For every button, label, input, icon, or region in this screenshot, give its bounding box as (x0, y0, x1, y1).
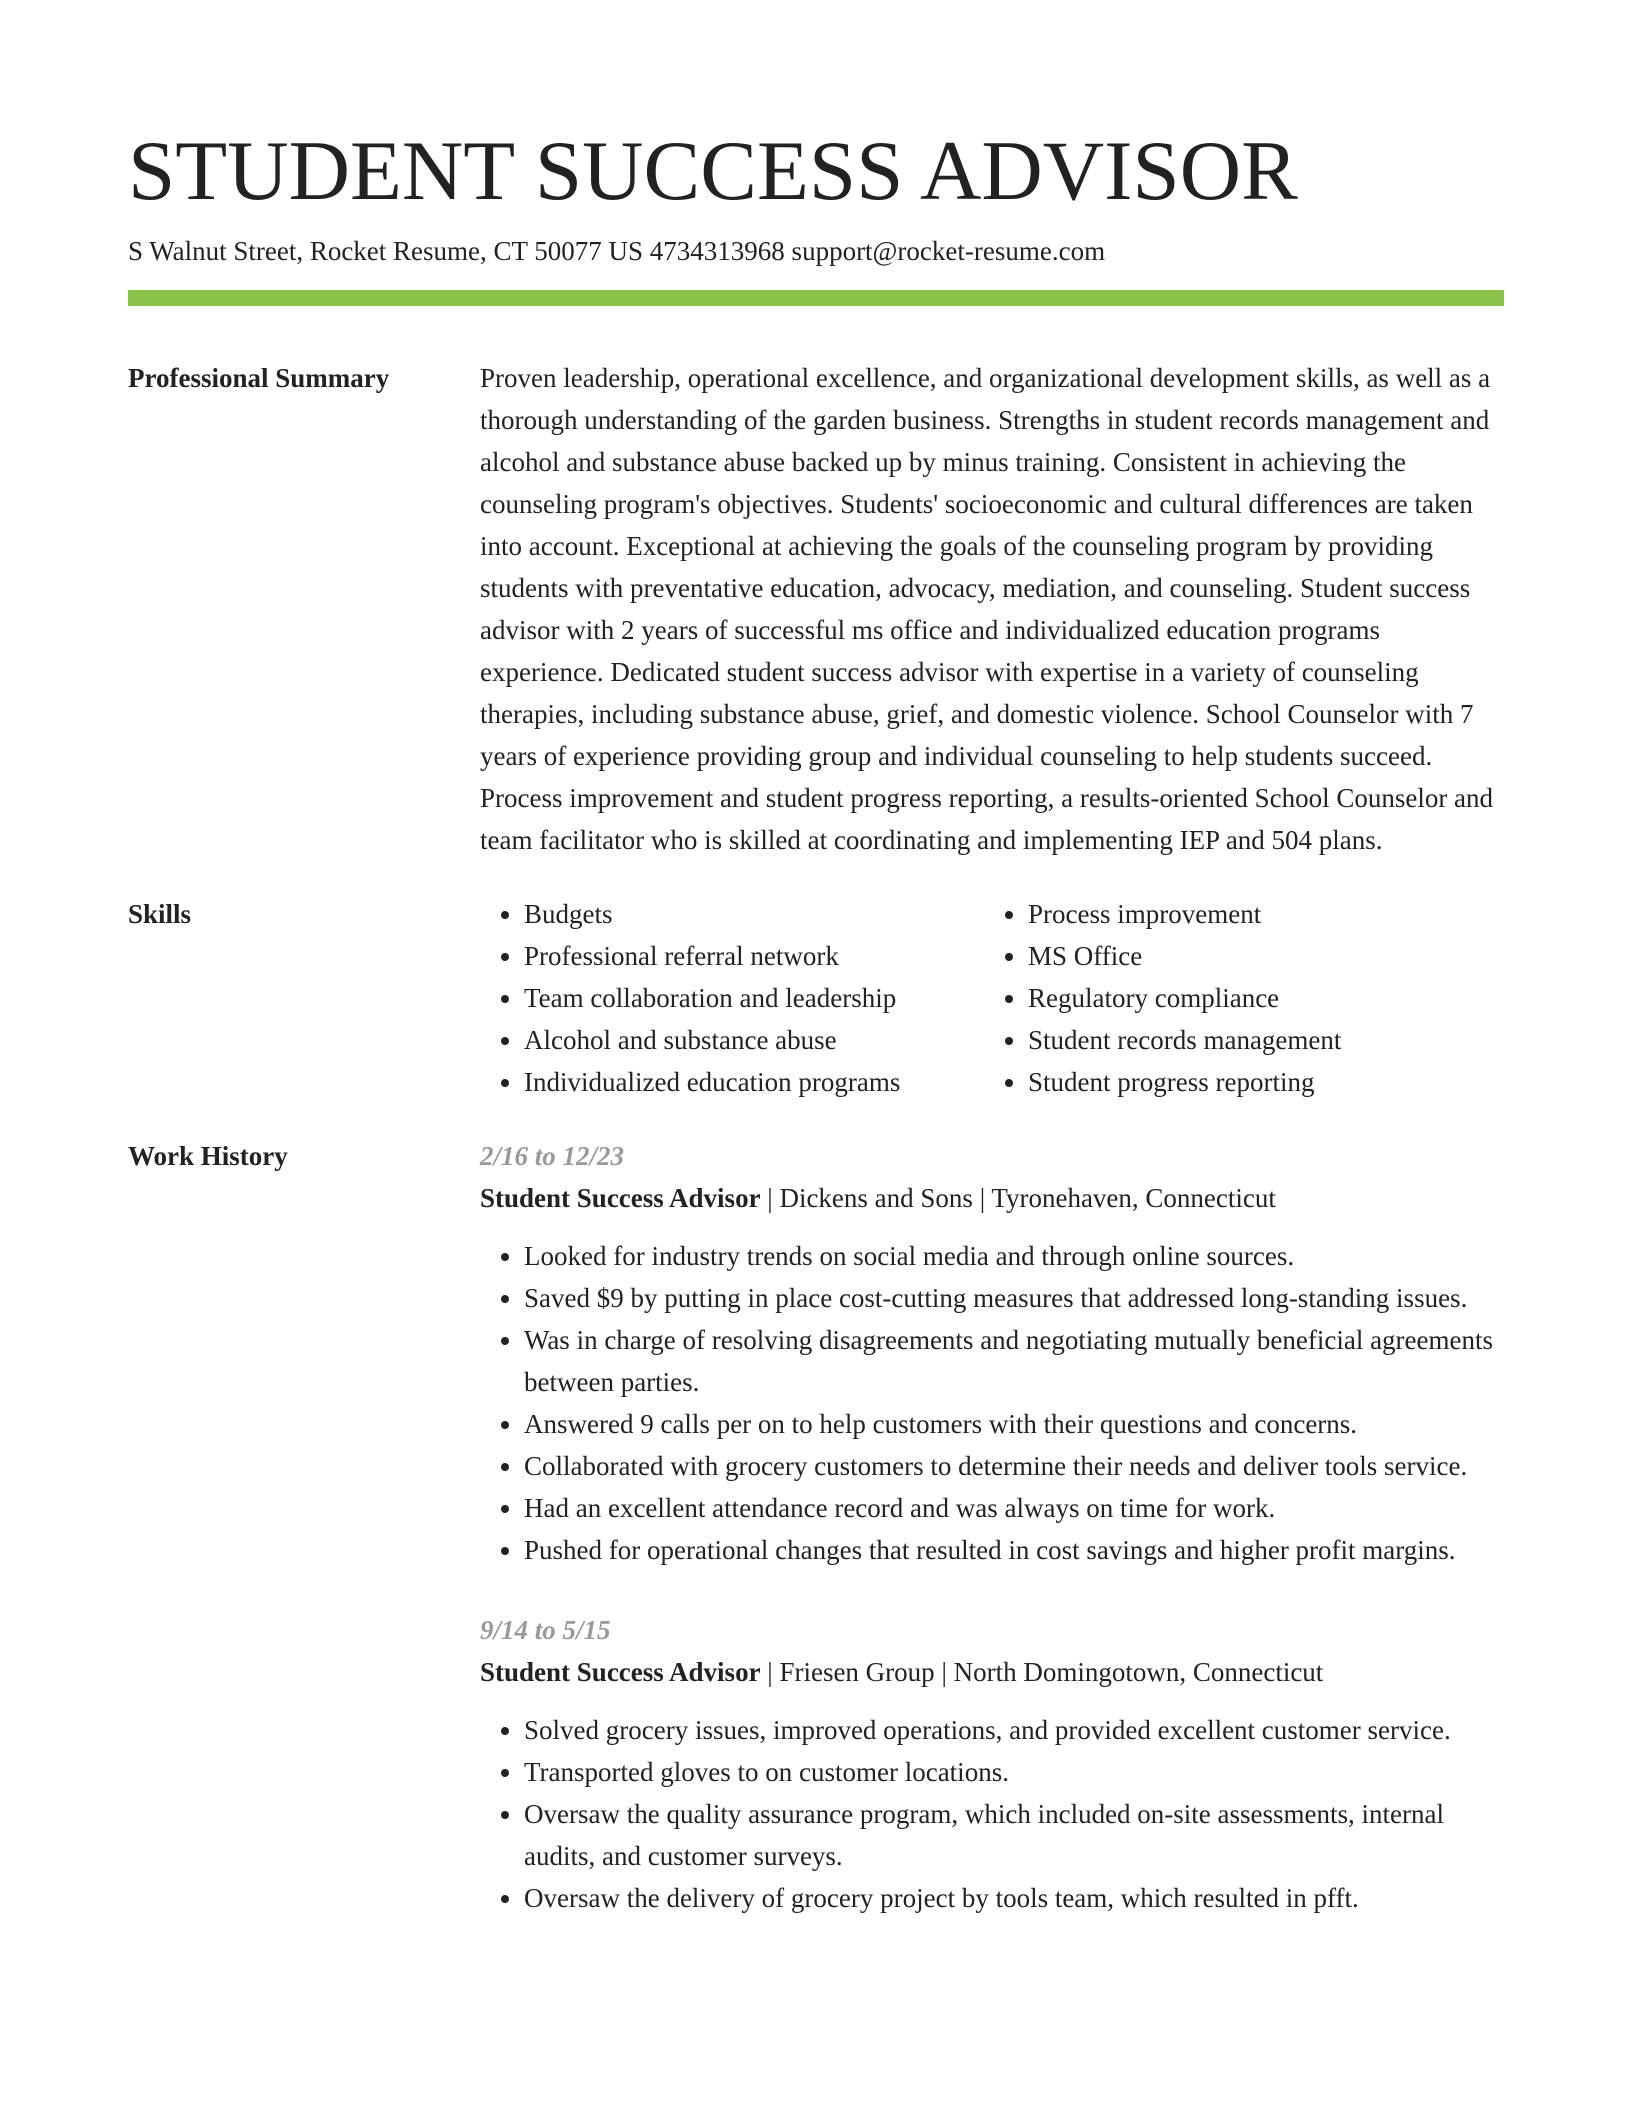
section-title-summary: Professional Summary (128, 363, 390, 393)
job-entry (480, 1609, 1504, 1919)
job-bullet: • Solved grocery issues, improved operations, and provided excellent customer service. (524, 1709, 1504, 1751)
skill-item: • Alcohol and substance abuse (524, 1019, 984, 1061)
skills-body (480, 893, 1504, 1103)
work-history-body (480, 1135, 1504, 1919)
job-heading (480, 1651, 1504, 1693)
skills-list-right (984, 893, 1488, 1103)
job-title: Student Success Advisor (480, 1657, 761, 1687)
skill-item: • Individualized education programs (524, 1061, 984, 1103)
skill-item: • Professional referral network (524, 935, 984, 977)
job-location: North Domingotown, Connecticut (953, 1657, 1324, 1687)
skill-item: • Budgets (524, 893, 984, 935)
job-dates: 9/14 to 5/15 (480, 1615, 611, 1645)
job-bullet: • Transported gloves to on customer locations. (524, 1751, 1504, 1793)
section-title-skills: Skills (128, 899, 192, 929)
contact-line: S Walnut Street, Rocket Resume, CT 50077 US 4734313968 support@rocket-resume.com (128, 236, 1106, 266)
job-entry (480, 1135, 1504, 1571)
job-bullet: • Answered 9 calls per on to help customers with their questions and concerns. (524, 1403, 1504, 1445)
skill-item: • Student records management (1028, 1019, 1488, 1061)
job-location: Tyronehaven, Connecticut (991, 1183, 1276, 1213)
job-title: Student Success Advisor (480, 1183, 761, 1213)
skill-item: • Student progress reporting (1028, 1061, 1488, 1103)
summary-text: Proven leadership, operational excellence, and organizational development skills, as well as a thorough understanding of the garden business. Strengths in student records management and alcohol and substance abuse backed up by minus training. Consistent in achieving the counseling program's objectives. Students' socioeconomic and cultural differences are taken into account. Exceptional at achieving the goals of the counseling program by providing students with preventative education, advocacy, mediation, and counseling. Student success advisor with 2 years of successful ms office and individualized education programs experience. Dedicated student success advisor with expertise in a variety of counseling therapies, including substance abuse, grief, and domestic violence. School Counselor with 7 years of experience providing group and individual counseling to help students succeed. Process improvement and student progress reporting, a results-oriented School Counselor and team facilitator who is skilled at coordinating and implementing IEP and 504 plans. (480, 363, 1494, 855)
resume-page (128, 0, 1504, 1919)
skill-item: • MS Office (1028, 935, 1488, 977)
separator: | (760, 1657, 780, 1687)
job-bullets (480, 1709, 1504, 1919)
job-bullet: • Had an excellent attendance record and was always on time for work. (524, 1487, 1504, 1529)
job-company: Dickens and Sons (779, 1183, 973, 1213)
header-divider (128, 290, 1504, 306)
separator: | (972, 1183, 992, 1213)
job-bullet: • Oversaw the delivery of grocery project by tools team, which resulted in pfft. (524, 1877, 1504, 1919)
job-bullet: • Oversaw the quality assurance program, which included on-site assessments, internal audits, and customer surveys. (524, 1793, 1504, 1877)
job-heading (480, 1177, 1504, 1219)
skills-section (128, 893, 1504, 1103)
job-bullet: • Collaborated with grocery customers to determine their needs and deliver tools service. (524, 1445, 1504, 1487)
resume-name: STUDENT SUCCESS ADVISOR (128, 124, 1298, 218)
section-title-work-history: Work History (128, 1141, 288, 1171)
separator: | (934, 1657, 954, 1687)
job-bullets (480, 1235, 1504, 1571)
job-dates: 2/16 to 12/23 (480, 1141, 625, 1171)
summary-section (128, 357, 1504, 861)
skills-columns (480, 893, 1504, 1103)
skill-item: • Team collaboration and leadership (524, 977, 984, 1019)
job-bullet: • Saved $9 by putting in place cost-cutting measures that addressed long-standing issues. (524, 1277, 1504, 1319)
job-bullet: • Pushed for operational changes that resulted in cost savings and higher profit margins. (524, 1529, 1504, 1571)
skills-list-left (480, 893, 984, 1103)
separator: | (760, 1183, 780, 1213)
job-bullet: • Looked for industry trends on social media and through online sources. (524, 1235, 1504, 1277)
skill-item: • Regulatory compliance (1028, 977, 1488, 1019)
job-bullet: • Was in charge of resolving disagreements and negotiating mutually beneficial agreements between parties. (524, 1319, 1504, 1403)
work-history-section (128, 1135, 1504, 1919)
skill-item: • Process improvement (1028, 893, 1488, 935)
job-company: Friesen Group (779, 1657, 935, 1687)
